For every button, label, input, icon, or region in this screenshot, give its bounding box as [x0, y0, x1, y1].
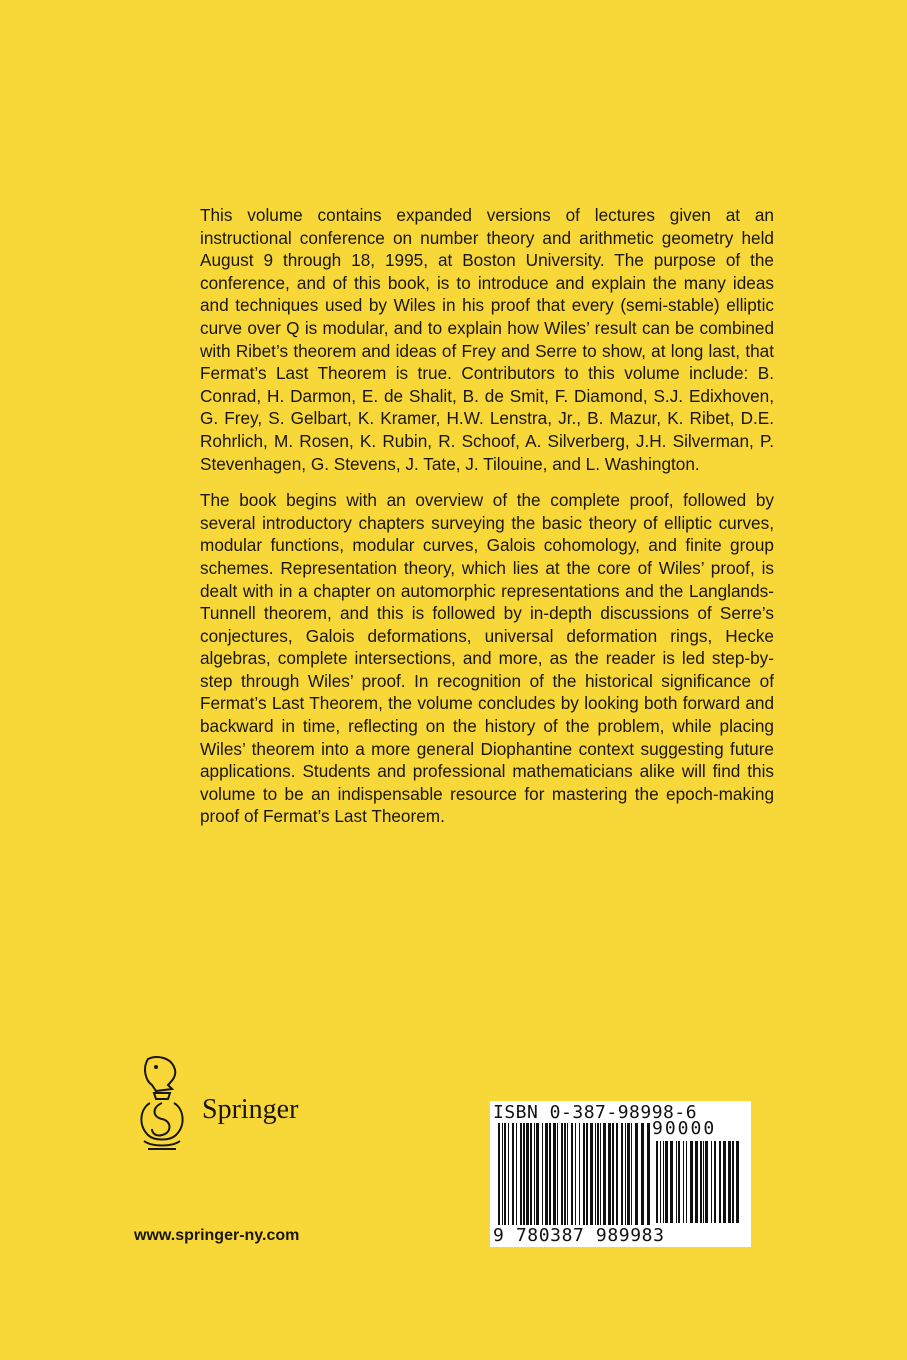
barcode-bar	[516, 1123, 517, 1225]
springer-knight-logo-icon	[134, 1055, 190, 1155]
barcode-bar	[595, 1123, 596, 1225]
barcode-bar	[553, 1123, 556, 1225]
barcode-bar	[719, 1141, 721, 1223]
barcode-bar	[641, 1123, 644, 1225]
barcode-bar	[723, 1141, 726, 1223]
ean-barcode-bars	[498, 1123, 654, 1225]
barcode-bar	[520, 1123, 522, 1225]
barcode-bar	[612, 1123, 614, 1225]
barcode-bar	[523, 1123, 525, 1225]
publisher-url[interactable]: www.springer-ny.com	[134, 1227, 300, 1244]
barcode-bar	[549, 1123, 551, 1225]
publisher-name: Springer	[202, 1094, 299, 1125]
barcode-bar	[660, 1141, 661, 1223]
barcode-bar	[676, 1141, 677, 1223]
barcode-bar	[616, 1123, 618, 1225]
barcode-bar	[711, 1141, 712, 1223]
barcode-bar	[579, 1123, 580, 1225]
isbn-barcode	[490, 1101, 751, 1247]
barcode-bar	[571, 1123, 573, 1225]
barcode-bar	[502, 1123, 503, 1225]
barcode-bar	[732, 1141, 734, 1223]
barcode-bar	[665, 1141, 668, 1223]
barcode-bar	[608, 1123, 611, 1225]
barcode-bar	[512, 1123, 514, 1225]
barcode-bar	[703, 1141, 704, 1223]
barcode-bar	[678, 1141, 680, 1223]
barcode-bar	[583, 1123, 585, 1225]
barcode-bar	[656, 1141, 658, 1223]
barcode-bar	[705, 1141, 708, 1223]
barcode-bar	[526, 1123, 529, 1225]
barcode-bar	[597, 1123, 599, 1225]
barcode-bar	[498, 1123, 500, 1225]
blurb-paragraph-1: This volume contains expanded versions of lectures given at an instructional conference on number theory and arithmetic geometry held August 9 through 18, 1995, at Boston University. The purpose of the conference, and of this book, is to introduce and explain the many ideas and techniques used by Wiles in his proof that every (semi-stable) elliptic curve over Q is modular, and to explain how Wiles’ result can be combined with Ribet’s theorem and ideas of Frey and Serre to show, at long last, that Fermat’s Last Theorem is true. Contributors to this volume include: B. Conrad, H. Darmon, E. de Shalit, B. de Smit, F. Diamond, S.J. Edixhoven, G. Frey, S. Gelbart, K. Kramer, H.W. Lenstra, Jr., B. Mazur, K. Ribet, D.E. Rohrlich, M. Rosen, K. Rubin, R. Schoof, A. Silverberg, J.H. Silverman, P. Stevenhagen, G. Stevens, J. Tate, J. Tilouine, and L. Washington.	[200, 205, 774, 474]
barcode-bar	[736, 1141, 739, 1223]
barcode-bar	[542, 1123, 543, 1225]
barcode-bar	[530, 1123, 532, 1225]
barcode-bar	[545, 1123, 548, 1225]
barcode-bar	[728, 1141, 731, 1223]
blurb-paragraph-2: The book begins with an overview of the complete proof, followed by several introductory chapters surveying the basic theory of elliptic curves, modular functions, modular curves, Galois cohomology, and finite group schemes. Representation theory, which lies at the core of Wiles’ proof, is dealt with in a chapter on automorphic representations and the Langlands-Tunnell theorem, and this is followed by in-depth discussions of Serre’s conjectures, Galois deformations, universal deformation rings, Hecke algebras, complete intersections, and more, as the reader is led step-by-step through Wiles’ proof. In recognition of the historical significance of Fermat’s Last Theorem, the volume concludes by looking both forward and backward in time, reflecting on the history of the problem, while placing Wiles’ theorem into a more general Diophantine context suggesting future applications. Students and professional mathematicians alike will find this volume to be an indispensable resource for mastering the epoch-making proof of Fermat’s Last Theorem.	[200, 490, 774, 827]
barcode-bar	[534, 1123, 535, 1225]
barcode-bar	[700, 1141, 702, 1223]
ean-number: 9 780387 989983	[493, 1225, 665, 1246]
barcode-bar	[575, 1123, 576, 1225]
barcode-bar	[663, 1141, 664, 1223]
barcode-bar	[670, 1141, 673, 1223]
barcode-bar	[567, 1123, 568, 1225]
barcode-bar	[695, 1141, 698, 1223]
barcode-bar	[690, 1141, 693, 1223]
barcode-bar	[686, 1141, 687, 1223]
barcode-bar	[557, 1123, 558, 1225]
addon-barcode-bars	[656, 1141, 744, 1223]
barcode-bar	[683, 1141, 684, 1223]
barcode-bar	[564, 1123, 566, 1225]
barcode-bar	[561, 1123, 563, 1225]
price-code: 90000	[652, 1118, 717, 1139]
barcode-bar	[635, 1123, 638, 1225]
barcode-bar	[714, 1141, 716, 1223]
back-cover-blurb	[200, 204, 774, 842]
barcode-bar	[631, 1123, 632, 1225]
barcode-bar	[625, 1123, 626, 1225]
isbn-number: ISBN 0-387-98998-6	[493, 1102, 698, 1123]
barcode-bar	[508, 1123, 509, 1225]
barcode-bar	[627, 1123, 630, 1225]
barcode-bar	[621, 1123, 623, 1225]
barcode-bar	[504, 1123, 506, 1225]
barcode-bar	[647, 1123, 650, 1225]
barcode-bar	[600, 1123, 601, 1225]
barcode-bar	[603, 1123, 606, 1225]
barcode-bar	[536, 1123, 539, 1225]
barcode-bar	[586, 1123, 588, 1225]
barcode-bar	[590, 1123, 593, 1225]
